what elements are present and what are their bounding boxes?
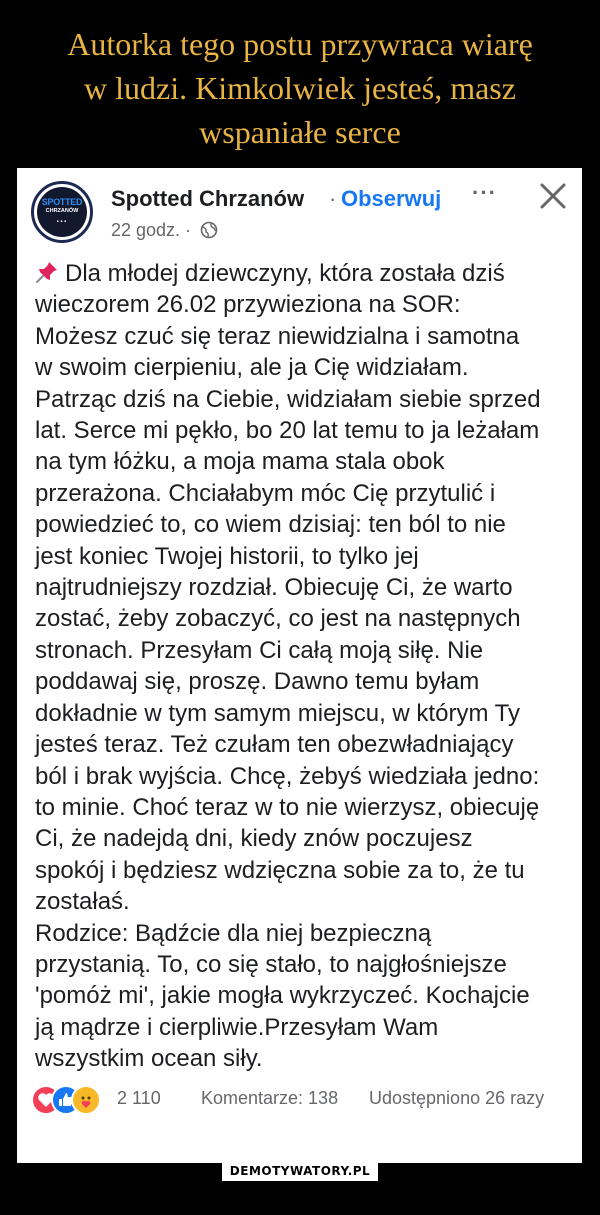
post-body-line: jest koniec Twojej historii, to tylko jej — [35, 542, 419, 570]
post-body-line: na tym łóżku, a moja mama stala obok — [35, 448, 445, 476]
headline-line: wspaniałe serce — [199, 114, 401, 150]
more-icon[interactable]: ··· — [472, 180, 497, 205]
post-body-line: Rodzice: Bądźcie dla niej bezpieczną — [35, 919, 432, 947]
post-body-line: wieczorem 26.02 przywieziona na SOR: — [35, 291, 461, 319]
follow-button[interactable]: Obserwuj — [341, 186, 442, 211]
post-body-line: w swoim cierpieniu, ale ja Cię widziałam. — [35, 354, 469, 382]
avatar-logo — [37, 187, 87, 237]
post-body-line: to minie. Choć teraz w to nie wierzysz, obiecuję — [35, 793, 540, 821]
shares-count-link[interactable]: Udostępniono 26 razy — [369, 1088, 545, 1108]
post-body-line: zostałaś. — [35, 888, 130, 916]
post-body-text: Dla młodej dziewczyny, która została dziś — [65, 260, 505, 287]
avatar-logo-subtext: CHRZANÓW — [45, 208, 79, 214]
reactions-count: 2 110 — [117, 1088, 161, 1108]
headline-line: w ludzi. Kimkolwiek jesteś, masz — [84, 70, 516, 106]
post-body — [35, 258, 575, 1075]
post-body-line: spokój i będziesz wdzięczna sobie za to, że tu — [35, 856, 525, 884]
post-body-line: przystanią. To, co się stało, to najgłośniejsze — [35, 950, 507, 978]
post-body-line: wszystkim ocean siły. — [35, 1045, 263, 1073]
post-body-line: najtrudniejszy rozdział. Obiecuję Ci, że warto — [35, 574, 513, 602]
post-body-line: zostać, żeby zobaczyć, co jest na następnych — [35, 605, 521, 633]
post-body-line: Możesz czuć się teraz niewidzialna i samotna — [35, 322, 520, 350]
reactions-summary[interactable] — [31, 1085, 181, 1113]
post-body-line: 'pomóż mi', jakie mogła wykrzyczeć. Kochajcie — [35, 982, 530, 1010]
watermark — [0, 1164, 600, 1178]
post-time[interactable]: 22 godz. · — [111, 220, 192, 240]
post-body-line: dokładnie w tym samym miejscu, w którym Ty — [35, 699, 521, 727]
headline-line: Autorka tego postu przywraca wiarę — [67, 26, 533, 62]
care-reaction-icon — [71, 1085, 101, 1115]
pin-icon — [35, 260, 59, 284]
avatar-logo-text: SPOTTED — [41, 197, 83, 207]
close-icon[interactable] — [537, 180, 569, 212]
post-body-line: ból i brak wyjścia. Chcę, żebyś wiedziała jedno: — [35, 762, 540, 790]
avatar-logo-dots: ... — [56, 214, 68, 225]
headline — [0, 22, 600, 154]
post-body-line: jesteś teraz. Też czułam ten obezwładniający — [35, 731, 514, 759]
separator: · — [329, 186, 337, 211]
post-body-line: stronach. Przesyłam Ci całą moją siłę. Nie — [35, 636, 484, 664]
post-card — [17, 168, 582, 1163]
avatar[interactable] — [31, 181, 93, 243]
post-body-line: lat. Serce mi pękło, bo 20 lat temu to ja leżałam — [35, 417, 540, 445]
globe-icon — [200, 221, 218, 239]
page-name-link[interactable]: Spotted Chrzanów — [111, 186, 305, 211]
post-body-line — [35, 258, 575, 289]
post-body-line: powiedzieć to, co wiem dzisiaj: ten ból to nie — [35, 511, 506, 539]
post-body-line: Patrząc dziś na Ciebie, widziałam siebie sprzed — [35, 385, 541, 413]
watermark-text: DEMOTYWATORY.PL — [222, 1161, 378, 1181]
post-body-line: przerażona. Chciałabym móc Cię przytulić i — [35, 479, 496, 507]
post-body-line: poddawaj się, proszę. Dawno temu byłam — [35, 668, 480, 696]
comments-count-link[interactable]: Komentarze: 138 — [201, 1088, 339, 1108]
post-body-line: Ci, że nadejdą dni, kiedy znów poczujesz — [35, 825, 473, 853]
post-body-line: ją mądrze i cierpliwie.Przesyłam Wam — [35, 1013, 439, 1041]
